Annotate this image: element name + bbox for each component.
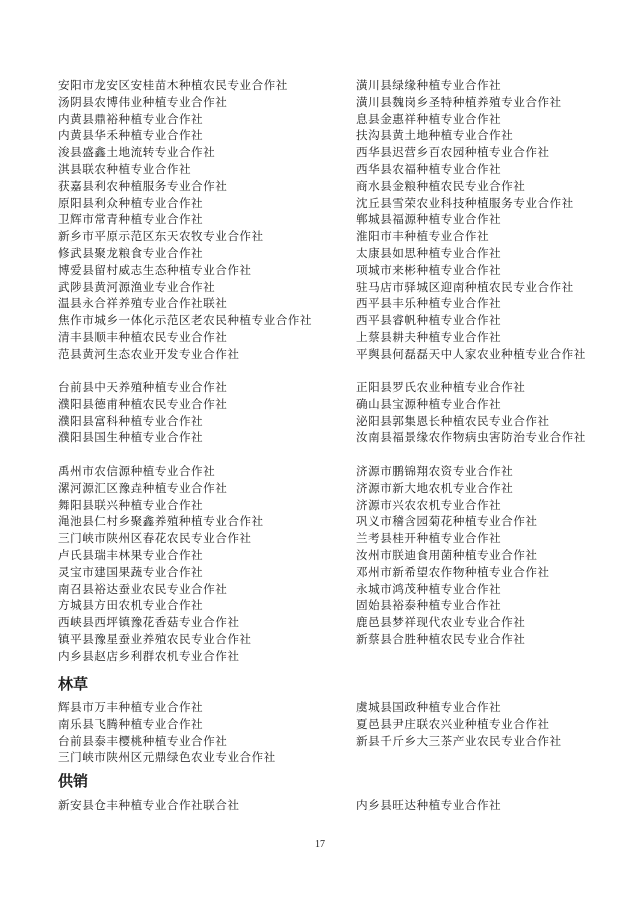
cooperative-name: 济源市鹏锦翔农资专业合作社 [356,464,514,478]
cooperative-name: 平舆县何磊磊天中人家农业种植专业合作社 [356,346,586,361]
cooperative-name: 汤阴县农博伟业种植专业合作社 [58,94,228,109]
cooperative-name: 邓州市新希望农作物种植专业合作社 [356,564,550,579]
cooperative-name: 卢氏县瑞丰林果专业合作社 [58,547,204,562]
page-number: 17 [315,839,325,850]
section-title-forestry: 林草 [58,675,89,693]
cooperative-name: 博爱县留村威志生态种植专业合作社 [58,262,252,277]
cooperative-name: 新乡市平原示范区东天农牧专业合作社 [58,229,264,244]
cooperative-name: 息县金惠祥种植专业合作社 [356,111,502,126]
forestry-right-list [356,699,601,749]
cooperative-name: 项城市来彬种植专业合作社 [356,262,502,277]
block3-left-list [58,463,338,665]
cooperative-name: 内黄县鼎裕种植专业合作社 [58,111,204,126]
cooperative-name: 内黄县华禾种植专业合作社 [58,128,204,143]
cooperative-name: 新蔡县合胜种植农民专业合作社 [356,631,526,646]
cooperative-name: 固始县裕泰种植专业合作社 [356,598,502,613]
cooperative-name: 镇平县豫星蚕业养殖农民专业合作社 [58,631,252,646]
cooperative-name: 安阳市龙安区安桂苗木种植农民专业合作社 [58,78,288,92]
cooperative-name: 上蔡县耕夫种植专业合作社 [356,329,502,344]
cooperative-name: 灵宝市建国果蔬专业合作社 [58,564,204,579]
cooperative-name: 正阳县罗氏农业种植专业合作社 [356,380,526,394]
cooperative-name: 淇县联农种植专业合作社 [58,161,192,176]
cooperative-name: 淮阳市丰种植专业合作社 [356,229,490,244]
block2-left-list [58,379,338,446]
cooperative-name: 新县千斤乡大三茶产业农民专业合作社 [356,733,562,748]
cooperative-name: 太康县如思种植专业合作社 [356,245,502,260]
cooperative-name: 新安县仓丰种植专业合作社联合社 [58,798,240,812]
cooperative-name: 舞阳县联兴种植专业合作社 [58,497,204,512]
block3-right-list [356,463,601,648]
cooperative-name: 潢川县魏岗乡圣特种植养殖专业合作社 [356,94,562,109]
forestry-left-list [58,699,338,766]
cooperative-name: 内乡县赵店乡利群农机专业合作社 [58,648,240,663]
cooperative-name: 获嘉县利农种植服务专业合作社 [58,178,228,193]
cooperative-name: 巩义市稽含园菊花种植专业合作社 [356,514,538,529]
cooperative-name: 西峡县西坪镇豫花香菇专业合作社 [58,615,240,630]
cooperative-name: 确山县宝源种植专业合作社 [356,396,502,411]
cooperative-name: 南乐县飞腾种植专业合作社 [58,716,204,731]
cooperative-name: 扶沟县黄土地种植专业合作社 [356,128,514,143]
cooperative-name: 泌阳县郭集恩长种植农民专业合作社 [356,413,550,428]
supply-right-list [356,797,601,814]
cooperative-name: 南召县裕达蚕业农民专业合作社 [58,581,228,596]
section-title-supply: 供销 [58,772,89,790]
cooperative-name: 商水县金粮种植农民专业合作社 [356,178,526,193]
supply-left-list [58,797,338,814]
cooperative-name: 鹿邑县梦祥现代农业专业合作社 [356,615,526,630]
cooperative-name: 西平县丰乐种植专业合作社 [356,296,502,311]
cooperative-name: 济源市兴农农机专业合作社 [356,497,502,512]
cooperative-name: 温县永合祥养殖专业合作社联社 [58,296,228,311]
cooperative-name: 济源市新大地农机专业合作社 [356,480,514,495]
block1-left-list [58,77,338,363]
cooperative-name: 卫辉市常青种植专业合作社 [58,212,204,227]
cooperative-name: 渑池县仁村乡聚鑫养殖种植专业合作社 [58,514,264,529]
block1-right-list [356,77,601,363]
cooperative-name: 驻马店市驿城区迎南种植农民专业合作社 [356,279,574,294]
cooperative-name: 范县黄河生态农业开发专业合作社 [58,346,240,361]
cooperative-name: 清丰县顺丰种植农民专业合作社 [58,329,228,344]
cooperative-name: 汝州市朕迪食用菌种植专业合作社 [356,547,538,562]
cooperative-name: 内乡县旺达种植专业合作社 [356,798,502,812]
cooperative-name: 三门峡市陕州区元鼎绿色农业专业合作社 [58,750,276,765]
cooperative-name: 焦作市城乡一体化示范区老农民种植专业合作社 [58,313,312,328]
cooperative-name: 西平县睿帆种植专业合作社 [356,313,502,328]
cooperative-name: 濮阳县富科种植专业合作社 [58,413,204,428]
cooperative-name: 辉县市万丰种植专业合作社 [58,700,204,714]
cooperative-name: 夏邑县尹庄联农兴业种植专业合作社 [356,716,550,731]
cooperative-name: 漯河源汇区豫垚种植专业合作社 [58,480,228,495]
cooperative-name: 郸城县福源种植专业合作社 [356,212,502,227]
cooperative-name: 台前县中天养殖种植专业合作社 [58,380,228,394]
cooperative-name: 西华县农福种植专业合作社 [356,161,502,176]
cooperative-name: 武陟县黄河源渔业专业合作社 [58,279,216,294]
cooperative-name: 潢川县绿缘种植专业合作社 [356,78,502,92]
cooperative-name: 虞城县国政种植专业合作社 [356,700,502,714]
cooperative-name: 原阳县利众种植专业合作社 [58,195,204,210]
cooperative-name: 兰考县桂开种植专业合作社 [356,531,502,546]
cooperative-name: 濮阳县国生种植专业合作社 [58,430,204,445]
block2-right-list [356,379,601,446]
cooperative-name: 沈丘县雪荣农业科技种植服务专业合作社 [356,195,574,210]
cooperative-name: 汝南县福景缘农作物病虫害防治专业合作社 [356,430,586,445]
cooperative-name: 三门峡市陕州区春花农民专业合作社 [58,531,252,546]
cooperative-name: 修武县聚龙粮食专业合作社 [58,245,204,260]
cooperative-name: 方城县方田农机专业合作社 [58,598,204,613]
cooperative-name: 永城市鸿茂种植专业合作社 [356,581,502,596]
cooperative-name: 台前县泰丰樱桃种植专业合作社 [58,733,228,748]
cooperative-name: 濮阳县德甫种植农民专业合作社 [58,396,228,411]
cooperative-name: 浚县盛鑫土地流转专业合作社 [58,145,216,160]
cooperative-name: 禹州市农信源种植专业合作社 [58,464,216,478]
cooperative-name: 西华县迟营乡百农园种植专业合作社 [356,145,550,160]
